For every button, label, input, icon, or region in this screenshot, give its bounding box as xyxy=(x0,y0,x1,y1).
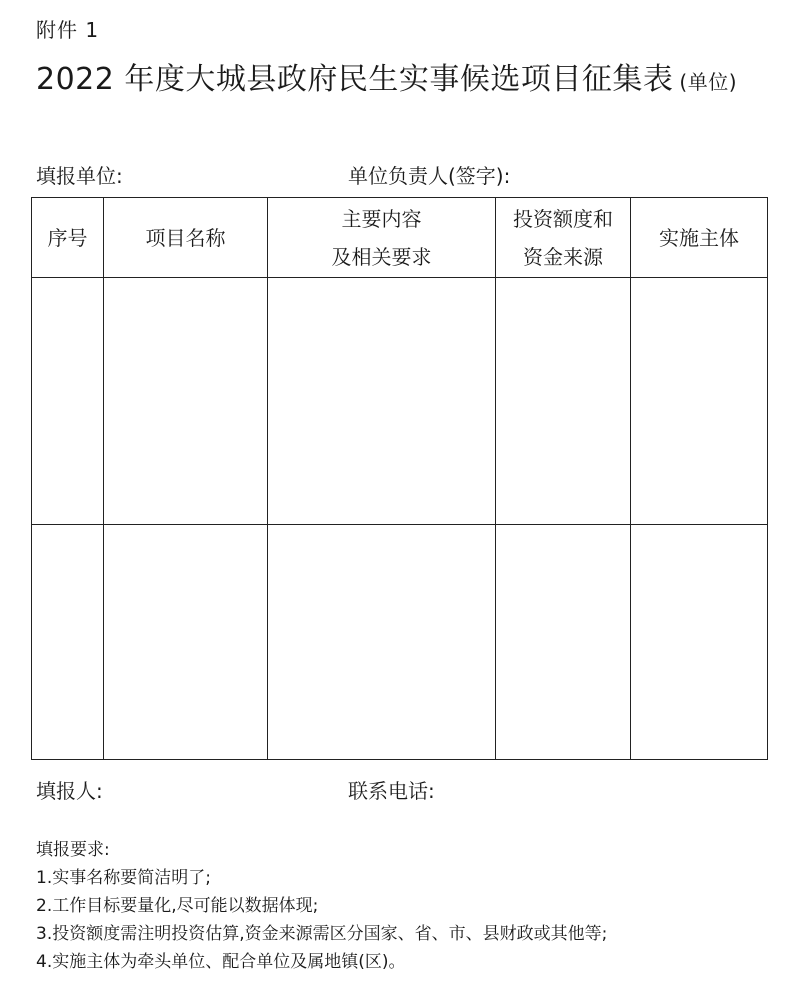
cell-investment[interactable] xyxy=(496,278,631,525)
requirement-item: 1.实事名称要简洁明了; xyxy=(36,868,211,888)
table-header-row xyxy=(32,198,768,278)
requirement-item: 4.实施主体为牵头单位、配合单位及属地镇(区)。 xyxy=(36,952,406,972)
header-investment xyxy=(496,198,631,278)
header-investment-line2: 资金来源 xyxy=(523,244,603,269)
cell-entity[interactable] xyxy=(631,525,768,760)
header-entity: 实施主体 xyxy=(631,198,768,278)
cell-content[interactable] xyxy=(268,278,496,525)
cell-investment[interactable] xyxy=(496,525,631,760)
title-sub: (单位) xyxy=(679,70,737,94)
cell-project-name[interactable] xyxy=(104,278,268,525)
cell-seq[interactable] xyxy=(32,278,104,525)
requirement-item: 2.工作目标要量化,尽可能以数据体现; xyxy=(36,896,319,916)
header-project-name: 项目名称 xyxy=(104,198,268,278)
header-content xyxy=(268,198,496,278)
cell-project-name[interactable] xyxy=(104,525,268,760)
header-seq: 序号 xyxy=(32,198,104,278)
table-row xyxy=(32,278,768,525)
header-content-line2: 及相关要求 xyxy=(331,244,432,269)
cell-seq[interactable] xyxy=(32,525,104,760)
table-row xyxy=(32,525,768,760)
requirements-title: 填报要求: xyxy=(36,840,110,860)
attachment-label: 附件 1 xyxy=(36,18,100,42)
leader-signature-label: 单位负责人(签字): xyxy=(348,164,511,188)
header-content-line1: 主要内容 xyxy=(341,206,422,231)
title-main: 2022 年度大城县政府民生实事候选项目征集表 xyxy=(36,62,674,97)
phone-field-label: 联系电话: xyxy=(348,779,435,803)
project-table xyxy=(31,197,768,760)
cell-content[interactable] xyxy=(268,525,496,760)
filler-field-label: 填报人: xyxy=(36,779,103,803)
requirements-section xyxy=(36,836,607,976)
unit-field-label: 填报单位: xyxy=(36,164,123,188)
page-title xyxy=(36,54,737,98)
cell-entity[interactable] xyxy=(631,278,768,525)
requirement-item: 3.投资额度需注明投资估算,资金来源需区分国家、省、市、县财政或其他等; xyxy=(36,924,608,944)
header-investment-line1: 投资额度和 xyxy=(513,206,613,231)
